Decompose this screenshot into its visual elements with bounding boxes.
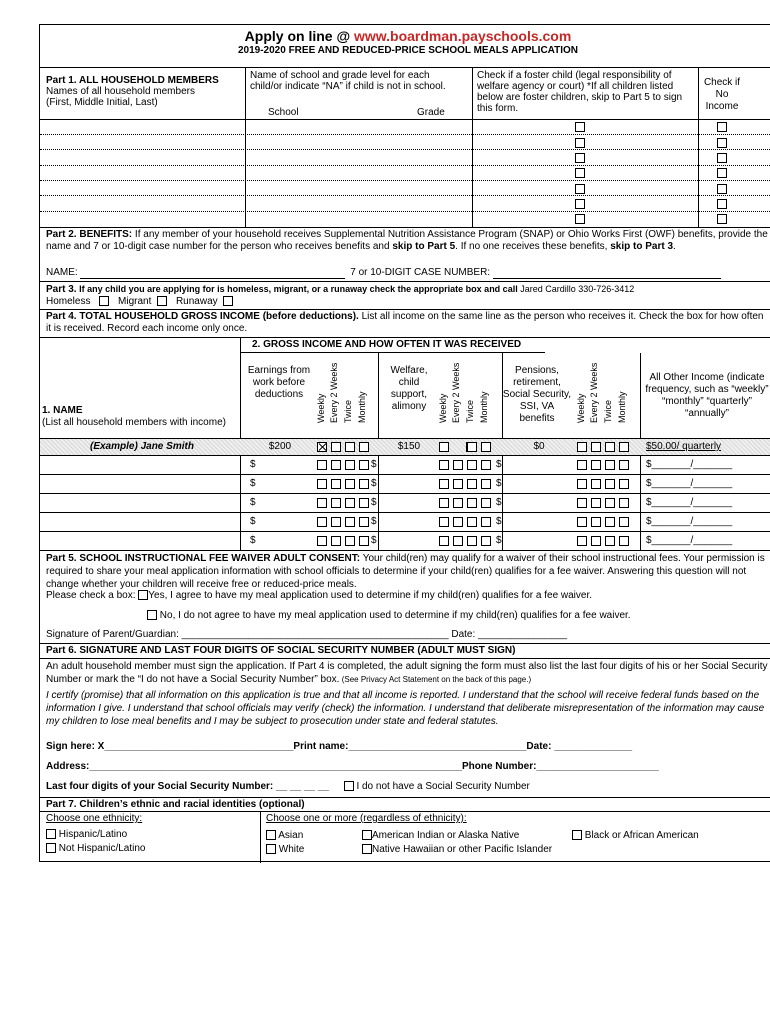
no-income-checkbox[interactable] bbox=[717, 199, 727, 209]
american-indian-checkbox[interactable] bbox=[362, 830, 372, 840]
hispanic-checkbox[interactable] bbox=[46, 829, 56, 839]
foster-instructions: Check if a foster child (legal responsibility of welfare agency or court) *If all children listed below are foster children, skip to Part 5 to sign this form. bbox=[477, 70, 683, 114]
foster-checkbox[interactable] bbox=[575, 199, 585, 209]
part5-no-row bbox=[147, 610, 631, 621]
earnings-every2-checkbox[interactable] bbox=[331, 498, 341, 508]
no-income-checkbox[interactable] bbox=[717, 168, 727, 178]
income-name-header: 1. NAME bbox=[42, 405, 83, 416]
earnings-monthly-checkbox[interactable] bbox=[359, 479, 369, 489]
pension-weekly-checkbox[interactable] bbox=[577, 479, 587, 489]
apply-online-header: Apply on line @ www.boardman.payschools.com bbox=[244, 28, 572, 44]
earnings-every2-checkbox[interactable] bbox=[331, 479, 341, 489]
example-name: (Example) Jane Smith bbox=[90, 441, 194, 452]
part2-name-input[interactable] bbox=[80, 267, 345, 279]
gross-income-header: 2. GROSS INCOME AND HOW OFTEN IT WAS RECEIVED bbox=[252, 339, 522, 350]
part2-name-label: NAME: bbox=[46, 267, 78, 278]
welfare-every2-checkbox[interactable] bbox=[453, 536, 463, 546]
pension-twice-checkbox[interactable] bbox=[605, 479, 615, 489]
race-header: Choose one or more (regardless of ethnicity): bbox=[266, 813, 467, 824]
pension-every2-checkbox[interactable] bbox=[591, 498, 601, 508]
migrant-label: Migrant bbox=[118, 296, 152, 307]
earnings-twice-checkbox[interactable] bbox=[345, 460, 355, 470]
homeless-checkbox[interactable] bbox=[99, 296, 109, 306]
example-checkbox bbox=[481, 442, 491, 452]
no-income-checkbox[interactable] bbox=[717, 214, 727, 224]
welfare-twice-checkbox[interactable] bbox=[467, 460, 477, 470]
welfare-weekly-checkbox[interactable] bbox=[439, 479, 449, 489]
example-checkbox bbox=[331, 442, 341, 452]
other-income-input[interactable]: $_______/_______ bbox=[646, 459, 733, 470]
foster-checkbox[interactable] bbox=[575, 184, 585, 194]
foster-checkbox[interactable] bbox=[575, 138, 585, 148]
part6-title: Part 6. SIGNATURE AND LAST FOUR DIGITS OF SOCIAL SECURITY NUMBER (ADULT MUST SIGN) bbox=[46, 645, 516, 656]
welfare-weekly-checkbox[interactable] bbox=[439, 536, 449, 546]
example-checkbox bbox=[359, 442, 369, 452]
fee-waiver-no-checkbox[interactable] bbox=[147, 610, 157, 620]
runaway-checkbox[interactable] bbox=[223, 296, 233, 306]
earnings-weekly-checkbox[interactable] bbox=[317, 517, 327, 527]
welfare-freq-monthly: Monthly bbox=[479, 391, 489, 423]
earnings-monthly-checkbox[interactable] bbox=[359, 460, 369, 470]
example-pension: $0 bbox=[533, 441, 545, 452]
part5-intro: Part 5. SCHOOL INSTRUCTIONAL FEE WAIVER ADULT CONSENT: Your child(ren) may qualify for a waiver of their school instructional fees. Your permission is required to share your meal application information with school officials to determine if your child(ren) qualifies for a fee waiver. Answering this question will not change whether your children will receive free or reduced-price meals. bbox=[46, 553, 765, 590]
earnings-every2-checkbox[interactable] bbox=[331, 536, 341, 546]
part2-section: Part 2. BENEFITS: If any member of your household receives Supplemental Nutrition Assistance Program (SNAP) or Ohio Works First (OWF) benefits, provide the name and 7 or 10-digit case number for the person who receives benefits and skip to Part 5. If no one receives these benefits, skip to Part 3. bbox=[46, 229, 768, 252]
black-checkbox[interactable] bbox=[572, 830, 582, 840]
earnings-every2-checkbox[interactable] bbox=[331, 460, 341, 470]
part1-names-label: Names of all household members bbox=[46, 86, 195, 97]
address-line[interactable]: Address:___________________________________________________________________Phone Number:______________________ bbox=[46, 761, 659, 772]
example-checkbox bbox=[605, 442, 615, 452]
earnings-twice-checkbox[interactable] bbox=[345, 517, 355, 527]
race-black: Black or African American bbox=[572, 830, 699, 841]
ssn-label[interactable]: Last four digits of your Social Security Number: __ __ __ __ bbox=[46, 781, 329, 792]
grade-column-header: Grade bbox=[417, 107, 445, 118]
welfare-every2-checkbox[interactable] bbox=[453, 460, 463, 470]
example-other: $50.00/ quarterly bbox=[646, 441, 722, 452]
pension-twice-checkbox[interactable] bbox=[605, 460, 615, 470]
pension-weekly-checkbox[interactable] bbox=[577, 498, 587, 508]
pension-monthly-checkbox[interactable] bbox=[619, 498, 629, 508]
example-checkbox bbox=[345, 442, 355, 452]
asian-checkbox[interactable] bbox=[266, 830, 276, 840]
no-income-header: Check if No Income bbox=[703, 77, 741, 112]
earnings-weekly-checkbox[interactable] bbox=[317, 460, 327, 470]
part6-instructions: An adult household member must sign the application. If Part 4 is completed, the adult signing the form must also list the last four digits of his or her Social Security Number or mark the “I do not have a Social Security Number” box. (See Privacy Act Statement on the back of this page.) bbox=[46, 661, 768, 685]
welfare-freq-twice: Twice bbox=[465, 399, 475, 423]
part1-names-sub: (First, Middle Initial, Last) bbox=[46, 97, 158, 108]
other-income-input[interactable]: $_______/_______ bbox=[646, 497, 733, 508]
ethnicity-not-hispanic: Not Hispanic/Latino bbox=[46, 843, 146, 854]
pension-twice-checkbox[interactable] bbox=[605, 517, 615, 527]
sign-here-line[interactable]: Sign here: X__________________________________Print name:________________________________Date: ______________ bbox=[46, 741, 633, 752]
part1-title: Part 1. ALL HOUSEHOLD MEMBERS bbox=[46, 75, 219, 86]
white-checkbox[interactable] bbox=[266, 844, 276, 854]
not-hispanic-checkbox[interactable] bbox=[46, 843, 56, 853]
welfare-weekly-checkbox[interactable] bbox=[439, 517, 449, 527]
no-ssn-checkbox[interactable] bbox=[344, 781, 354, 791]
part2-case-input[interactable] bbox=[493, 267, 721, 279]
earnings-freq-monthly: Monthly bbox=[357, 391, 367, 423]
ethnicity-header: Choose one ethnicity: bbox=[46, 813, 143, 824]
earnings-freq-twice: Twice bbox=[343, 399, 353, 423]
pension-weekly-checkbox[interactable] bbox=[577, 517, 587, 527]
welfare-every2-checkbox[interactable] bbox=[453, 517, 463, 527]
earnings-weekly-checkbox[interactable] bbox=[317, 498, 327, 508]
part2-name-row bbox=[46, 267, 770, 279]
welfare-twice-checkbox[interactable] bbox=[467, 479, 477, 489]
earnings-monthly-checkbox[interactable] bbox=[359, 498, 369, 508]
pension-every2-checkbox[interactable] bbox=[591, 517, 601, 527]
part2-case-label: 7 or 10-DIGIT CASE NUMBER: bbox=[350, 267, 491, 278]
welfare-monthly-checkbox[interactable] bbox=[481, 536, 491, 546]
pension-freq-twice: Twice bbox=[603, 399, 613, 423]
part7-title: Part 7. Children’s ethnic and racial identities (optional) bbox=[46, 799, 305, 810]
earnings-monthly-checkbox[interactable] bbox=[359, 517, 369, 527]
earnings-freq-every2: Every 2 Weeks bbox=[329, 362, 339, 423]
fee-waiver-no-label: No, I do not agree to have my meal application used to determine if my child(ren) qualifies for a fee waiver. bbox=[159, 610, 631, 621]
pension-monthly-checkbox[interactable] bbox=[619, 536, 629, 546]
fee-waiver-yes-checkbox[interactable] bbox=[138, 590, 148, 600]
example-checkbox bbox=[439, 442, 449, 452]
part1-rows bbox=[40, 119, 770, 227]
example-welfare: $150 bbox=[397, 441, 421, 452]
welfare-weekly-checkbox[interactable] bbox=[439, 460, 449, 470]
pension-monthly-checkbox[interactable] bbox=[619, 517, 629, 527]
no-ssn-label: I do not have a Social Security Number bbox=[356, 781, 530, 792]
earnings-weekly-checkbox[interactable] bbox=[317, 536, 327, 546]
pensions-header: Pensions, retirement, Social Security, SSI, VA benefits bbox=[502, 365, 572, 424]
pension-freq-monthly: Monthly bbox=[617, 391, 627, 423]
fee-waiver-yes-label: Yes, I agree to have my meal application used to determine if my child(ren) qualifies for a fee waiver. bbox=[148, 590, 593, 601]
no-income-checkbox[interactable] bbox=[717, 184, 727, 194]
pension-every2-checkbox[interactable] bbox=[591, 479, 601, 489]
pension-twice-checkbox[interactable] bbox=[605, 536, 615, 546]
race-hawaiian: Native Hawaiian or other Pacific Islander bbox=[362, 844, 552, 855]
part5-yes-row bbox=[46, 590, 592, 601]
pension-every2-checkbox[interactable] bbox=[591, 460, 601, 470]
earnings-monthly-checkbox[interactable] bbox=[359, 536, 369, 546]
welfare-monthly-checkbox[interactable] bbox=[481, 498, 491, 508]
race-white: White bbox=[266, 844, 304, 855]
pension-weekly-checkbox[interactable] bbox=[577, 536, 587, 546]
no-income-checkbox[interactable] bbox=[717, 138, 727, 148]
welfare-header: Welfare, child support, alimony bbox=[390, 365, 428, 412]
pension-freq-weekly: Weekly bbox=[576, 393, 586, 423]
pension-freq-every2: Every 2 Weeks bbox=[589, 362, 599, 423]
part3-section: Part 3. If any child you are applying for is homeless, migrant, or a runaway check the appropriate box and call Jared Cardillo 330-726-3412 bbox=[46, 284, 635, 295]
school-column-header: School bbox=[268, 107, 299, 118]
part5-check-label: Please check a box: bbox=[46, 590, 136, 601]
example-earnings: $200 bbox=[268, 441, 292, 452]
ethnicity-hispanic: Hispanic/Latino bbox=[46, 829, 127, 840]
pension-monthly-checkbox[interactable] bbox=[619, 460, 629, 470]
pension-monthly-checkbox[interactable] bbox=[619, 479, 629, 489]
pension-weekly-checkbox[interactable] bbox=[577, 460, 587, 470]
other-income-input[interactable]: $_______/_______ bbox=[646, 478, 733, 489]
pension-twice-checkbox[interactable] bbox=[605, 498, 615, 508]
meal-application-form: Apply on line @ www.boardman.payschools.com 2019-2020 FREE AND REDUCED-PRICE SCHOOL MEALS APPLICATION Part 1. ALL HOUSEHOLD MEMBERS Names of all household members (First, Middle Initial, Last) Name of school and grade level for each child/or indicate “NA” if child is not in school. School Grade Check if a foster child (legal responsibility of welfare agency or court) *If all children listed below are foster children, skip to Part 5 to sign this form. Check if No Income Part 2. BENEFITS: If any member of your household receives Supplemental Nutrition Assistance Program (SNAP) or Ohio Works First (OWF) benefits, provide the name and 7 or 10-digit case number for the person who receives benefits and skip to Part 5. If no one receives these benefits, skip to Part 3. NAME: 7 or 10-DIGIT CASE NUMBER: Part 3. If any child you are applying for is homeless, migrant, or a runaway check the appropriate box and call Jared Cardillo 330-726-3412 Homeless Migrant Runaway Part 4. TOTAL HOUSEHOLD GROSS INCOME (before deductions). List all income on the same line as the person who receives it. Check the box for how often it is received. Record each income only once. 2. GROSS INCOME AND HOW OFTEN IT WAS RECEIVED 1. NAME (List all household members with income) Earnings from work before deductions Weekly Every 2 Weeks Twice Monthly Welfare, child support, alimony Weekly Every 2 Weeks Twice Monthly Pensions, retirement, Social Security, SSI, VA benefits Weekly Every 2 Weeks Twice Monthly All Other Income (indicate frequency, such as “weekly” “monthly” “quarterly” “annually” (Example) Jane Smith $200 $150 $0 $50.00/ quarterly $ $ $ $_______/_______ $ $ $ $_______/_______ $ $ $ $_______/_______ $ $ $ $_______/_______ $ $ $ $_______/_______ Part 5. SCHOOL INSTRUCTIONAL FEE WAIVER ADULT CONSENT: Your child(ren) may qualify for a waiver of their school instructional fees. Your permission is required to share your meal application information with school officials to determine if your child(ren) qualifies for a fee waiver. Answering this question will not change whether your children will receive free or reduced-price meals. Please check a box: Yes, I agree to have my meal application used to determine if my child(ren) qualifies for a fee waiver. No, I do not agree to have my meal application used to determine if my child(ren) qualifies for a fee waiver. Signature of Parent/Guardian: ________________________________________________ Date: ________________ Part 6. SIGNATURE AND LAST FOUR DIGITS OF SOCIAL SECURITY NUMBER (ADULT MUST SIGN) An adult household member must sign the application. If Part 4 is completed, the adult signing the form must also list the last four digits of his or her Social Security Number or mark the “I do not have a Social Security Number” box. (See Privacy Act Statement on the back of this page.) I certify (promise) that all information on this application is true and that all income is reported. I understand that the school will receive federal funds based on the information I give. I understand that school officials may verify (check) the information. I understand that deliberate misrepresentation of the information may cause my children to lose meal benefits and I may be subject to prosecution under state and federal statutes. Sign here: X__________________________________Print name:________________________________Date: ______________ Address:___________________________________________________________________Phone Number:______________________ Last four digits of your Social Security Number: __ __ __ __ I do not have a Social Security Number Part 7. Children’s ethnic and racial identities (optional) Choose one ethnicity: Choose one or more (regardless of ethnicity): Hispanic/Latino Not Hispanic/Latino Asian White American Indian or Alaska Native Native Hawaiian or other Pacific Islander Black or African American bbox=[39, 24, 770, 862]
example-weekly-checkbox bbox=[317, 442, 327, 452]
welfare-freq-weekly: Weekly bbox=[438, 393, 448, 423]
pension-every2-checkbox[interactable] bbox=[591, 536, 601, 546]
welfare-twice-checkbox[interactable] bbox=[467, 536, 477, 546]
example-checkbox bbox=[591, 442, 601, 452]
no-income-checkbox[interactable] bbox=[717, 122, 727, 132]
part4-intro: Part 4. TOTAL HOUSEHOLD GROSS INCOME (before deductions). List all income on the same line as the person who receives it. Check the box for how often it is received. Record each income only once. bbox=[46, 311, 764, 334]
welfare-every2-checkbox[interactable] bbox=[453, 479, 463, 489]
no-income-checkbox[interactable] bbox=[717, 153, 727, 163]
foster-checkbox[interactable] bbox=[575, 168, 585, 178]
other-income-header: All Other Income (indicate frequency, such as “weekly” “monthly” “quarterly” “annually” bbox=[645, 372, 769, 419]
migrant-checkbox[interactable] bbox=[157, 296, 167, 306]
earnings-twice-checkbox[interactable] bbox=[345, 479, 355, 489]
foster-checkbox[interactable] bbox=[575, 153, 585, 163]
hawaiian-checkbox[interactable] bbox=[362, 844, 372, 854]
welfare-freq-every2: Every 2 Weeks bbox=[451, 362, 461, 423]
welfare-twice-checkbox[interactable] bbox=[467, 517, 477, 527]
example-checkbox bbox=[577, 442, 587, 452]
welfare-monthly-checkbox[interactable] bbox=[481, 517, 491, 527]
apply-url-link[interactable]: www.boardman.payschools.com bbox=[354, 28, 572, 44]
race-asian: Asian bbox=[266, 830, 303, 841]
foster-checkbox[interactable] bbox=[575, 122, 585, 132]
school-instructions: Name of school and grade level for each child/or indicate “NA” if child is not in school. bbox=[250, 70, 446, 92]
certification-statement: I certify (promise) that all information on this application is true and that all income is reported. I understand that the school will receive federal funds based on the information I give. I understand that school officials may verify (check) the information. I understand that deliberate misrepresentation of the information may cause my children to lose meal benefits and I may be subject to prosecution under state and federal statutes. bbox=[46, 690, 765, 727]
earnings-header: Earnings from work before deductions bbox=[247, 365, 311, 400]
welfare-monthly-checkbox[interactable] bbox=[481, 479, 491, 489]
welfare-twice-checkbox[interactable] bbox=[467, 498, 477, 508]
welfare-every2-checkbox[interactable] bbox=[453, 498, 463, 508]
ssn-row bbox=[46, 781, 530, 792]
part3-options bbox=[46, 296, 233, 307]
part1-header bbox=[46, 75, 242, 108]
welfare-monthly-checkbox[interactable] bbox=[481, 460, 491, 470]
runaway-label: Runaway bbox=[175, 296, 218, 307]
earnings-every2-checkbox[interactable] bbox=[331, 517, 341, 527]
race-american-indian: American Indian or Alaska Native bbox=[362, 830, 519, 841]
earnings-twice-checkbox[interactable] bbox=[345, 498, 355, 508]
homeless-label: Homeless bbox=[46, 296, 91, 307]
welfare-weekly-checkbox[interactable] bbox=[439, 498, 449, 508]
foster-checkbox[interactable] bbox=[575, 214, 585, 224]
other-income-input[interactable]: $_______/_______ bbox=[646, 516, 733, 527]
example-checkbox bbox=[467, 442, 477, 452]
form-subtitle: 2019-2020 FREE AND REDUCED-PRICE SCHOOL MEALS APPLICATION bbox=[237, 45, 579, 56]
example-checkbox bbox=[619, 442, 629, 452]
other-income-input[interactable]: $_______/_______ bbox=[646, 535, 733, 546]
parent-signature-line[interactable]: Signature of Parent/Guardian: ________________________________________________ Date: ________________ bbox=[46, 629, 568, 640]
income-name-sub: (List all household members with income) bbox=[42, 417, 226, 428]
earnings-freq-weekly: Weekly bbox=[316, 393, 326, 423]
earnings-weekly-checkbox[interactable] bbox=[317, 479, 327, 489]
earnings-twice-checkbox[interactable] bbox=[345, 536, 355, 546]
